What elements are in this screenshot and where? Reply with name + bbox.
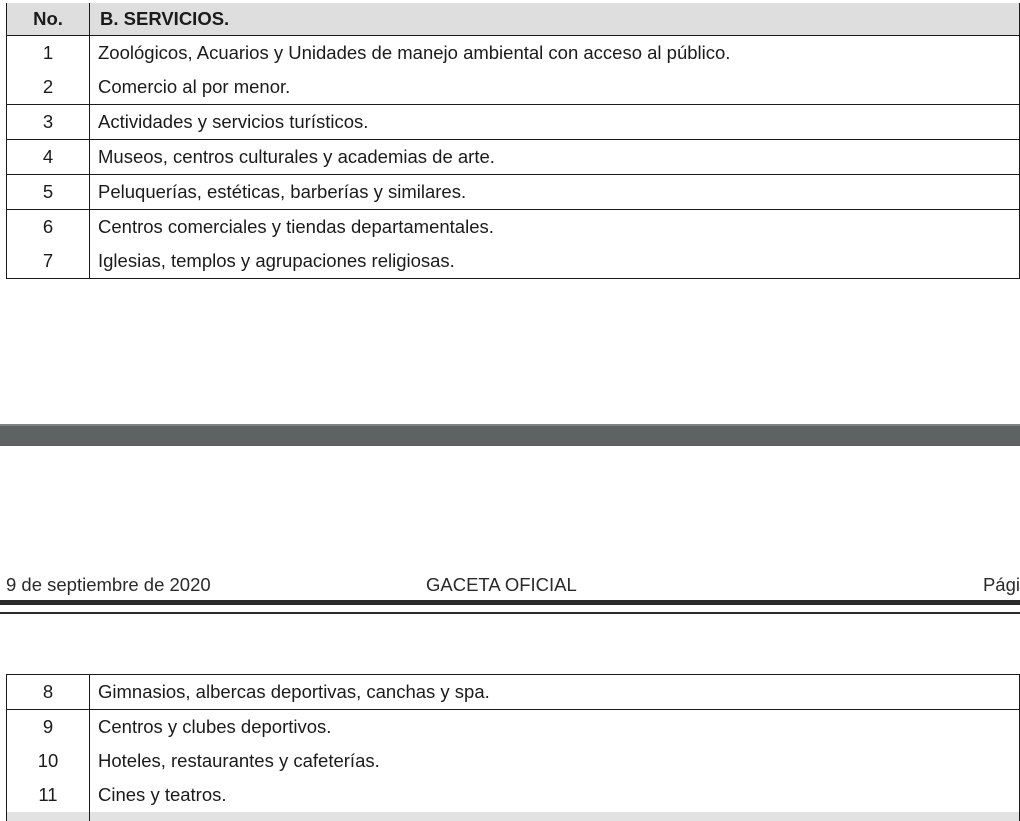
- row-number: 10: [7, 744, 90, 778]
- table-header-row: [7, 3, 1020, 36]
- row-number: 5: [7, 175, 90, 210]
- table-row: [7, 778, 1020, 812]
- row-number: 4: [7, 140, 90, 175]
- row-text: Iglesias, templos y agrupaciones religiosas.: [98, 250, 455, 271]
- row-text: Centros y clubes deportivos.: [90, 710, 1020, 745]
- table-row: [7, 175, 1020, 210]
- table-row: [7, 210, 1020, 245]
- page-break-divider: [0, 424, 1020, 446]
- table-row: [7, 710, 1020, 745]
- row-text: Cines y teatros.: [98, 784, 227, 805]
- row-number: 1: [7, 36, 90, 71]
- row-text: Peluquerías, estéticas, barberías y similares.: [90, 175, 1020, 210]
- table-row: [7, 105, 1020, 140]
- row-text: Museos, centros culturales y academias de arte.: [90, 140, 1020, 175]
- header-rule-thin: [0, 612, 1020, 614]
- table-row: [7, 140, 1020, 175]
- row-text: Comercio al por menor.: [98, 76, 291, 97]
- services-table-bottom: [6, 674, 1020, 821]
- table-row: [7, 675, 1020, 710]
- row-text: Centros comerciales y tiendas departamentales.: [90, 210, 1020, 245]
- table-row: [7, 744, 1020, 778]
- header-publication-title: GACETA OFICIAL: [426, 574, 577, 595]
- header-page-label: Pági: [982, 574, 1020, 595]
- header-number: No.: [7, 3, 90, 36]
- running-header: [0, 574, 1020, 598]
- row-number: 3: [7, 105, 90, 140]
- header-date: 9 de septiembre de 2020: [6, 574, 211, 595]
- header-title: B. SERVICIOS.: [90, 3, 1020, 36]
- table-row: [7, 70, 1020, 105]
- row-number: 6: [7, 210, 90, 245]
- table-row: [7, 244, 1020, 279]
- header-rule-thick: [0, 600, 1020, 605]
- row-text: Actividades y servicios turísticos.: [90, 105, 1020, 140]
- row-text: Gimnasios, albercas deportivas, canchas y spa.: [98, 681, 490, 702]
- row-number: 9: [7, 710, 90, 745]
- table-row: [7, 36, 1020, 71]
- row-number: 11: [7, 778, 90, 812]
- row-number: 8: [7, 675, 90, 710]
- services-table-top: [6, 3, 1020, 279]
- row-text: Hoteles, restaurantes y cafeterías.: [98, 750, 380, 771]
- row-number: 7: [7, 244, 90, 279]
- row-text: Zoológicos, Acuarios y Unidades de manejo ambiental con acceso al público.: [90, 36, 1020, 71]
- row-number: 2: [7, 70, 90, 105]
